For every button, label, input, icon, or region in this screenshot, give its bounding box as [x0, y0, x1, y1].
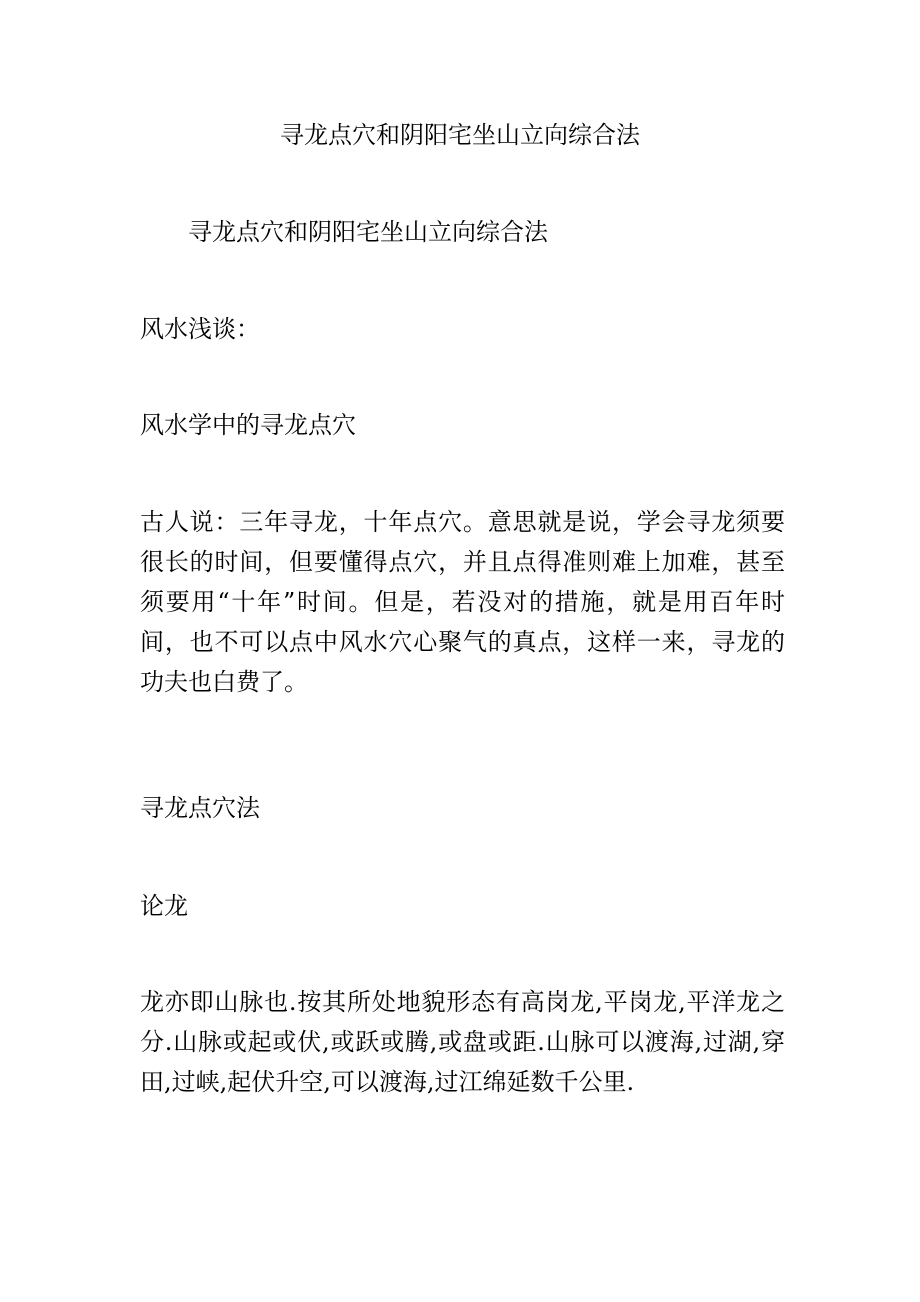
document-title: 寻龙点穴和阴阳宅坐山立向综合法: [280, 121, 640, 149]
section-heading-dragon-acupoint: 风水学中的寻龙点穴: [140, 411, 356, 439]
section-heading-method: 寻龙点穴法: [140, 794, 260, 822]
section-heading-on-dragon: 论龙: [140, 892, 188, 920]
document-subtitle: 寻龙点穴和阴阳宅坐山立向综合法: [188, 218, 548, 246]
paragraph-ancient-saying: 古人说：三年寻龙，十年点穴。意思就是说，学会寻龙须要很长的时间，但要懂得点穴，并且点得准则难上加难，甚至须要用“十年”时间。但是，若没对的措施，就是用百年时间，也不可以点中风水穴心聚气的真点，这样一来，寻龙的功夫也白费了。: [140, 508, 785, 696]
section-heading-fengshui-intro: 风水浅谈：: [140, 315, 260, 343]
paragraph-dragon-mountain: 龙亦即山脉也.按其所处地貌形态有高岗龙,平岗龙,平洋龙之分.山脉或起或伏,或跃或腾,或盘或距.山脉可以渡海,过湖,穿田,过峡,起伏升空,可以渡海,过江绵延数千公里.: [140, 988, 785, 1096]
